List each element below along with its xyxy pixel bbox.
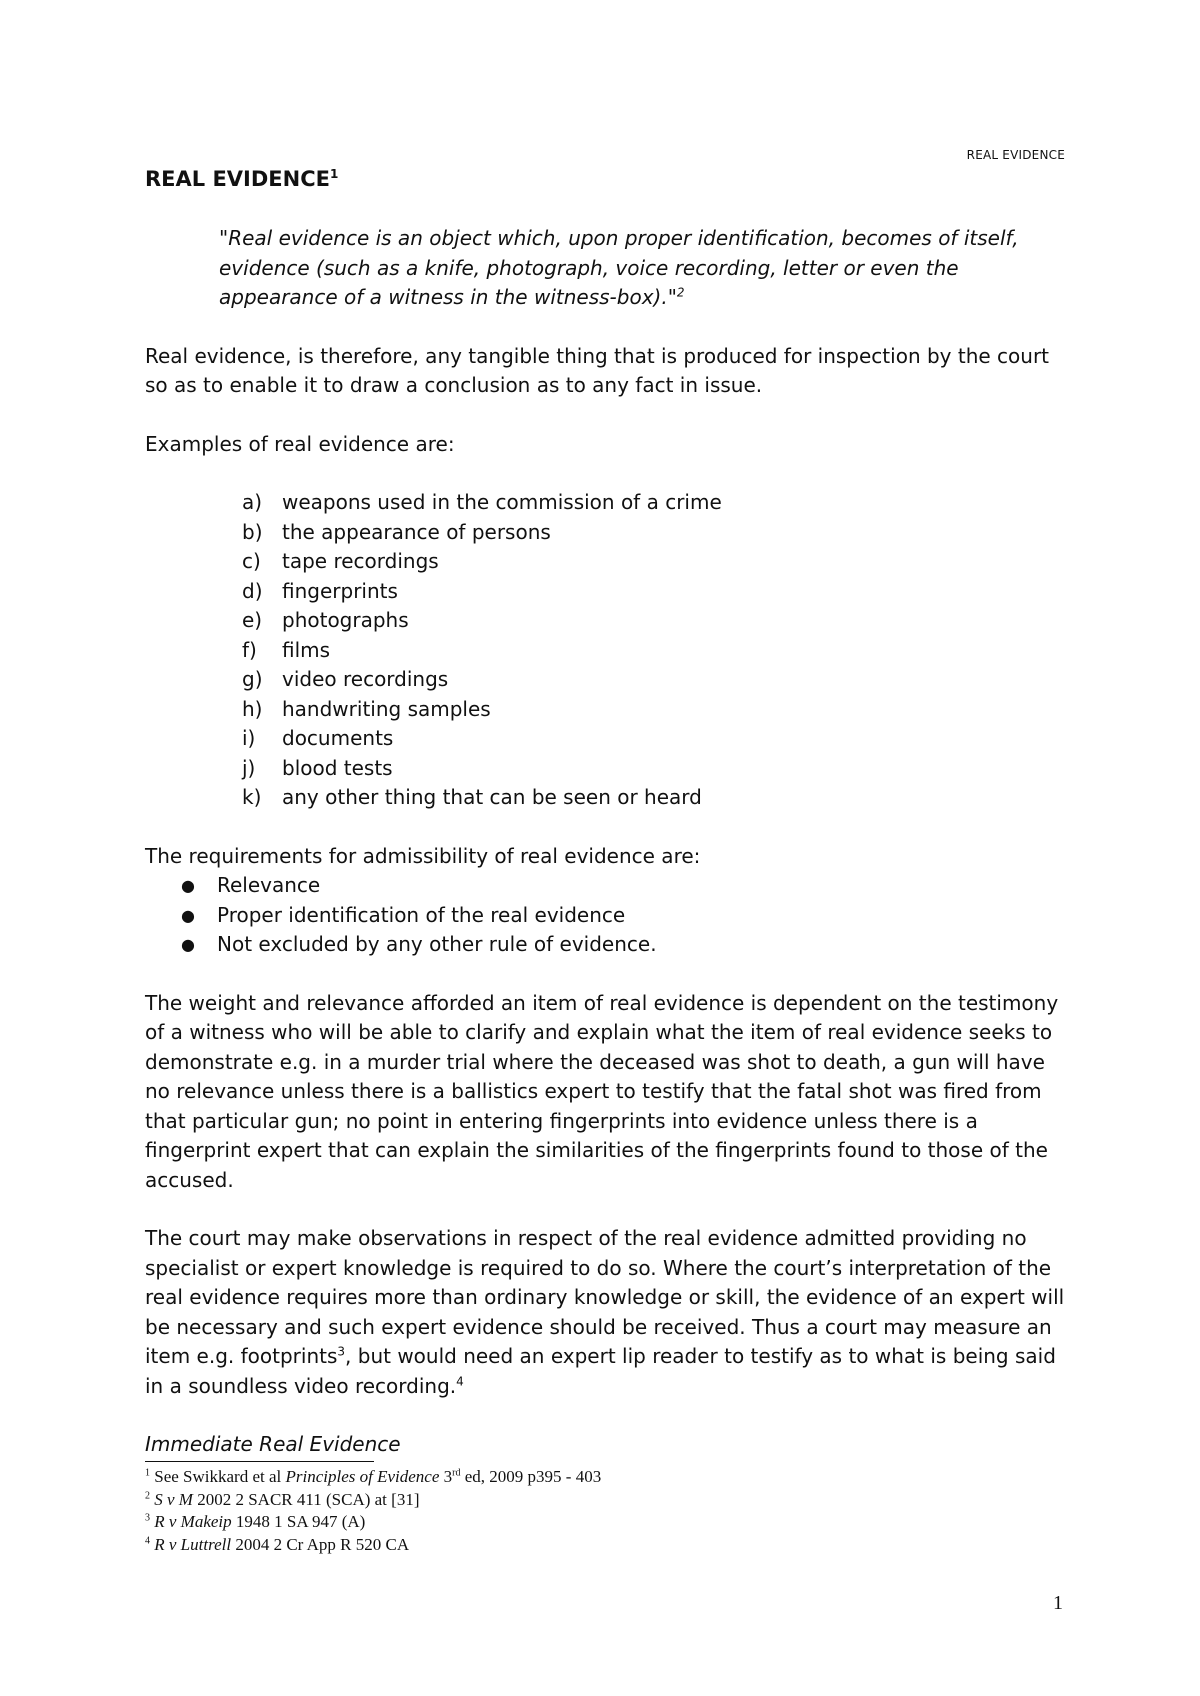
list-marker: h)	[242, 696, 263, 721]
list-marker: c)	[242, 549, 261, 573]
list-marker: b)	[242, 519, 263, 544]
list-marker: g)	[242, 667, 263, 691]
list-marker: j)	[242, 755, 256, 780]
footnote	[145, 1489, 601, 1512]
bullet-icon: ●	[181, 876, 195, 895]
footnote-number: 4	[145, 1534, 150, 1546]
footnote-number: 2	[145, 1489, 150, 1501]
footnotes	[145, 1466, 601, 1556]
footnote-text: 2004 2 Cr App R 520 CA	[231, 1534, 410, 1554]
document-body	[145, 162, 1065, 1460]
footnote-ref: 4	[456, 1373, 464, 1388]
footnote-ref: 3	[337, 1344, 346, 1359]
footnote-citation: R v Luttrell	[154, 1534, 232, 1554]
list-item-text: video recordings	[282, 667, 449, 691]
paragraph-examples-intro: Examples of real evidence are:	[145, 431, 455, 456]
list-item	[242, 665, 1065, 695]
list-item-text: fingerprints	[282, 578, 398, 603]
footnote-citation: S v M	[154, 1489, 193, 1509]
list-item	[242, 695, 1065, 725]
list-item	[242, 577, 1065, 607]
footnote	[145, 1466, 601, 1489]
running-header: REAL EVIDENCE	[966, 148, 1065, 162]
list-item	[181, 871, 1065, 901]
list-item-text: Relevance	[217, 873, 321, 897]
list-item	[242, 518, 1065, 548]
footnote-number: 1	[145, 1467, 150, 1479]
paragraph-definition: Real evidence, is therefore, any tangible thing that is produced for inspection by the court so as to enable it to draw a conclusion as to any fact in issue.	[145, 343, 1050, 397]
list-item	[242, 636, 1065, 666]
footnote	[145, 1534, 601, 1557]
requirements-list	[145, 871, 1065, 960]
footnote-text: See Swikkard et al	[154, 1467, 286, 1486]
list-item-text: Proper identification of the real evidence	[217, 902, 626, 927]
list-item-text: photographs	[282, 608, 409, 632]
list-item-text: Not excluded by any other rule of evidence.	[217, 932, 657, 956]
footnote-ref: 2	[676, 285, 685, 300]
list-marker: f)	[242, 637, 257, 662]
examples-list	[145, 488, 1065, 813]
list-item-text: any other thing that can be seen or heard	[282, 785, 702, 809]
footnote-text: ed, 2009 p395 - 403	[460, 1467, 602, 1486]
list-item-text: weapons used in the commission of a crime	[282, 490, 722, 514]
bullet-icon: ●	[181, 905, 195, 925]
list-item-text: blood tests	[282, 755, 393, 780]
paragraph-text: , but would need an expert lip reader to testify as to what is being said in a soundless video recording.	[145, 1344, 1056, 1398]
paragraph-requirements-intro: The requirements for admissibility of real evidence are:	[145, 843, 701, 868]
footnote-citation: R v Makeip	[154, 1512, 232, 1531]
page-number: 1	[1053, 1592, 1063, 1614]
list-marker: e)	[242, 608, 263, 632]
list-item	[242, 724, 1065, 754]
section-subheading: Immediate Real Evidence	[145, 1432, 401, 1456]
block-quote	[219, 224, 1059, 313]
footnote-separator	[145, 1461, 374, 1462]
list-item-text: the appearance of persons	[282, 519, 551, 544]
list-item	[181, 930, 1065, 960]
list-item	[242, 606, 1065, 636]
bullet-icon: ●	[181, 935, 195, 954]
footnote-superscript: rd	[452, 1467, 461, 1479]
paragraph-weight: The weight and relevance afforded an item of real evidence is dependent on the testimony of a witness who will be able to clarify and explain what the item of real evidence seeks to demonstrate e.g. in a murder trial where the deceased was shot to death, a gun will have no relevance unless there is a ballistics expert to testify that the fatal shot was fired from that particular gun; no point in entering fingerprints into evidence unless there is a fingerprint expert that can explain the similarities of the fingerprints found to those of the accused.	[145, 990, 1059, 1192]
list-item	[242, 547, 1065, 577]
list-marker: a)	[242, 490, 263, 514]
list-item-text: films	[282, 637, 331, 662]
list-item	[181, 901, 1065, 931]
list-item-text: documents	[282, 726, 394, 750]
list-item-text: handwriting samples	[282, 696, 491, 721]
paragraph-court-observations	[145, 1224, 1065, 1401]
list-marker: d)	[242, 578, 263, 603]
list-item-text: tape recordings	[282, 549, 439, 573]
footnote-citation: Principles of Evidence	[285, 1467, 440, 1486]
footnote-text: 1948 1 SA 947 (A)	[231, 1512, 366, 1531]
footnote-number: 3	[145, 1512, 150, 1524]
page-title	[145, 162, 1065, 196]
footnote	[145, 1511, 601, 1534]
paragraph-text: The court may make observations in respect of the real evidence admitted providing no specialist or expert knowledge is required to do so. Where the court’s interpretation of the real evidence requires more than ordinary knowledge or skill, the evidence of an expert will be necessary and such expert evidence should be received. Thus a court may measure an item e.g. footprints	[145, 1226, 1065, 1368]
list-item	[242, 754, 1065, 784]
footnote-text: 2002 2 SACR 411 (SCA) at [31]	[192, 1489, 420, 1509]
quote-text: "Real evidence is an object which, upon proper identification, becomes of itself, evidence (such as a knife, photograph, voice recording, letter or even the appearance of a witness in the witness-box)."	[219, 226, 1019, 309]
list-marker: k)	[242, 785, 262, 809]
list-item	[242, 783, 1065, 813]
list-item	[242, 488, 1065, 518]
title-text: REAL EVIDENCE	[145, 167, 330, 191]
list-marker: i)	[242, 726, 256, 750]
footnote-ref: 1	[329, 167, 339, 181]
footnote-text: 3	[439, 1467, 453, 1486]
